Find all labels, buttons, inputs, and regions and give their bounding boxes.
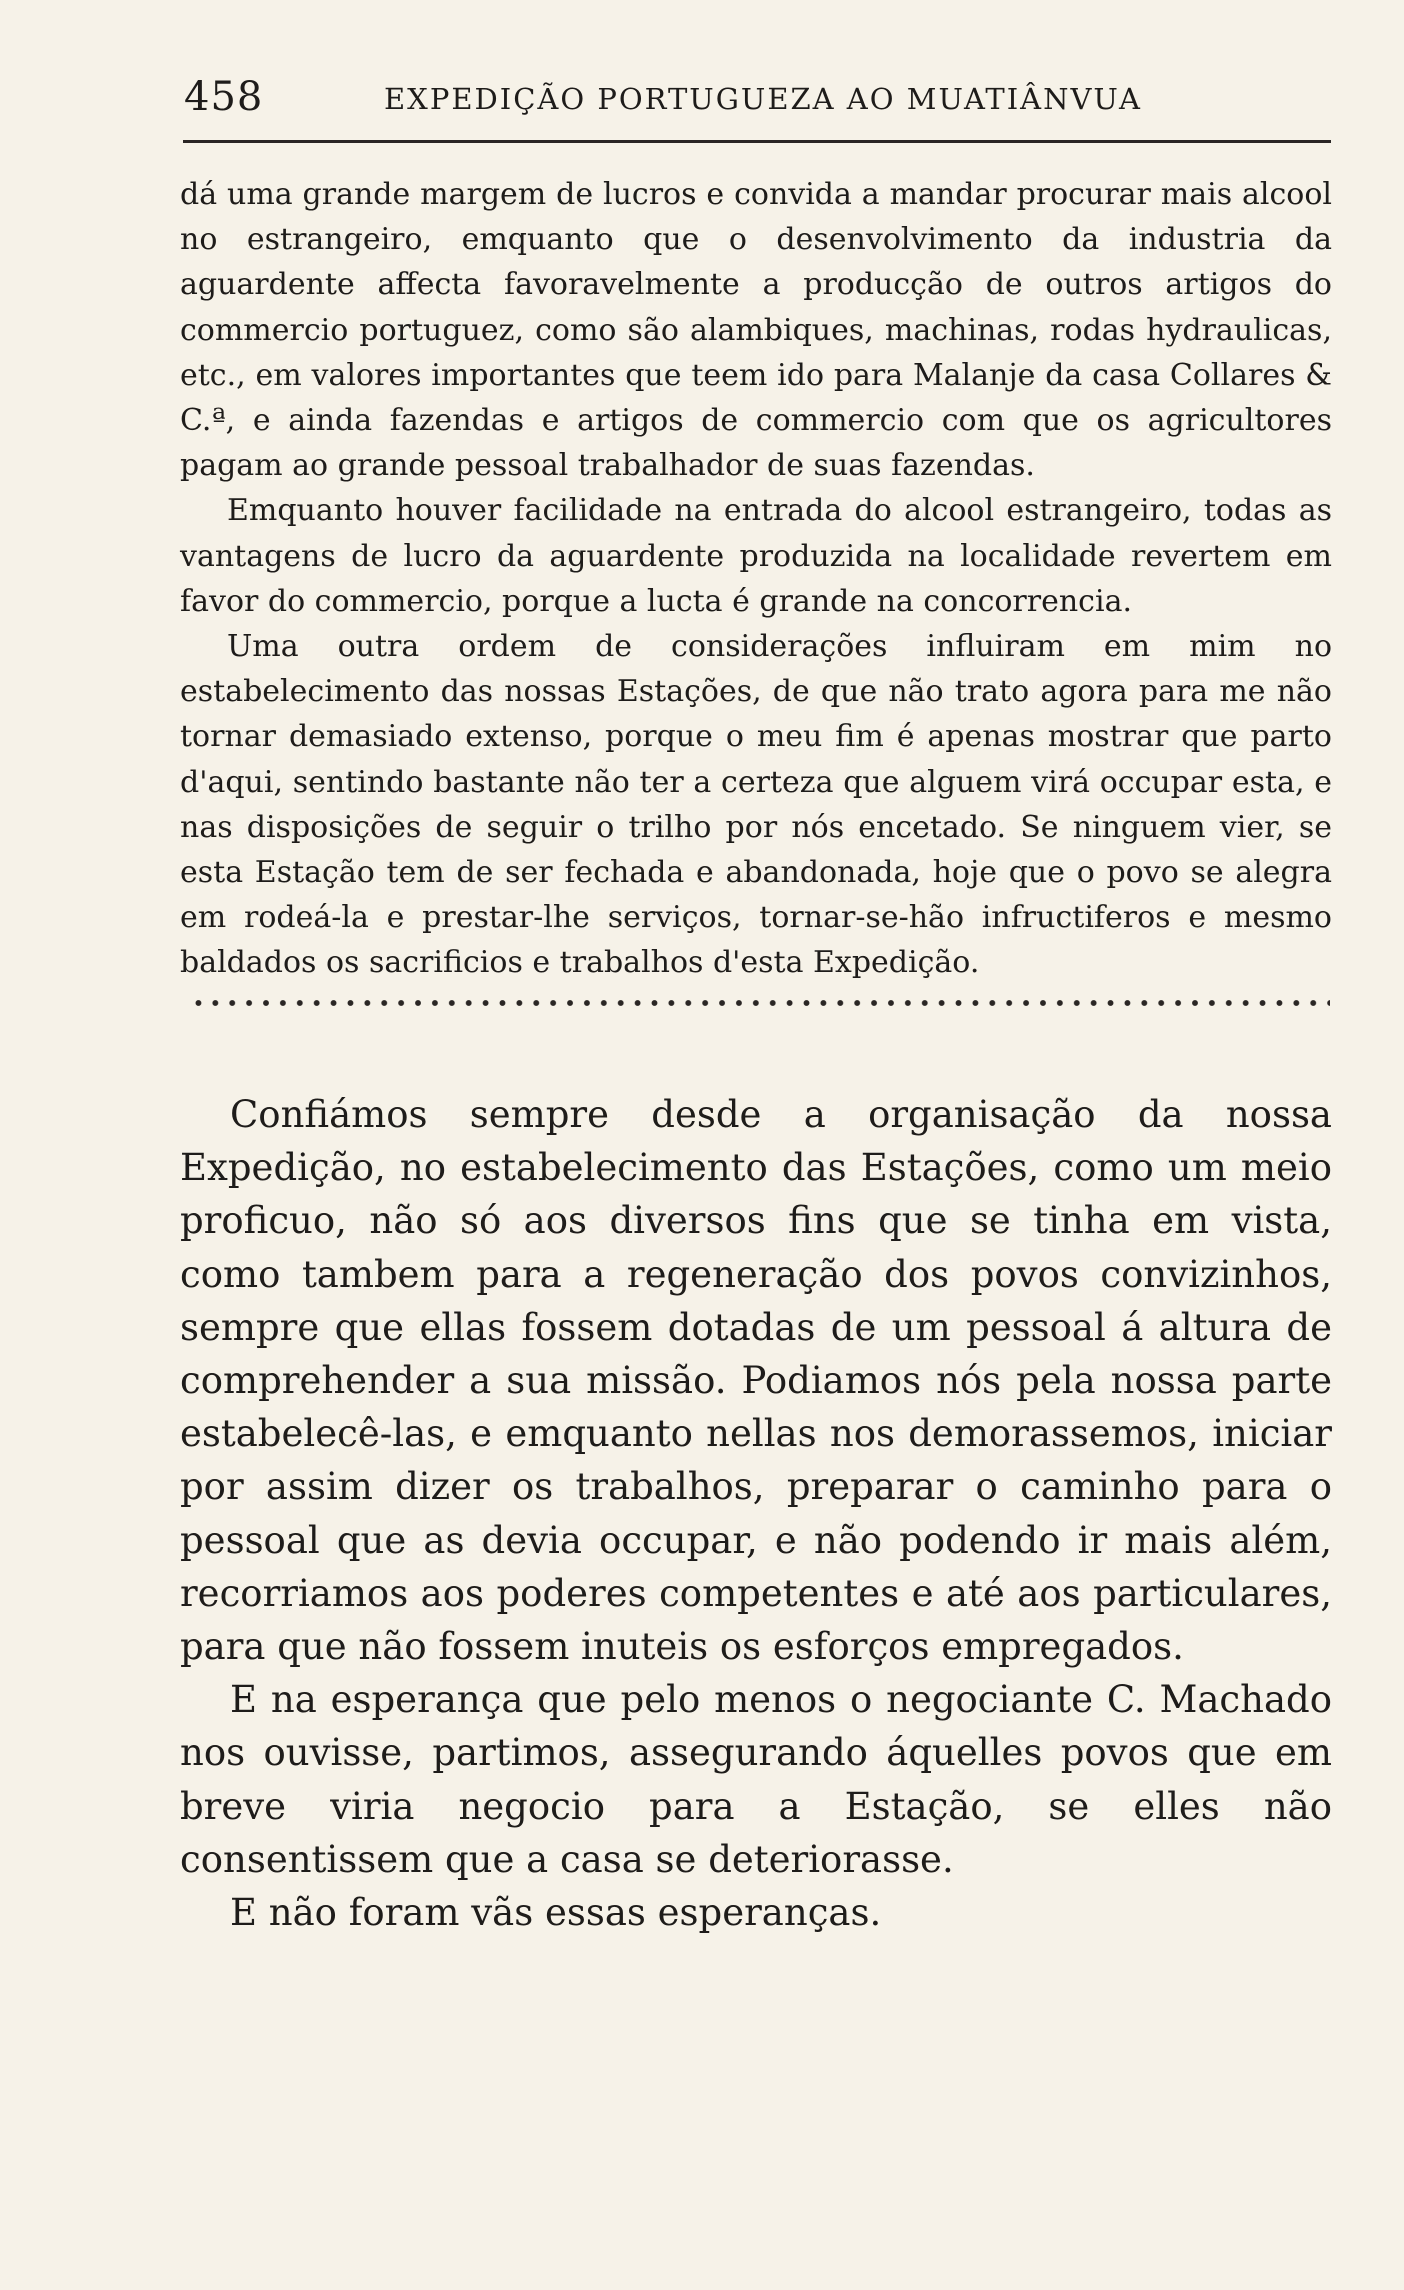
dotted-separator [190, 993, 1330, 1013]
main-text-section [180, 1088, 1332, 1939]
paragraph: Emquanto houver facilidade na entrada do alcool estrangeiro, todas as vantagens de lucro da aguardente produzida na localidade revertem em favor do commercio, porque a lucta é grande na concorrencia. [180, 493, 1332, 619]
paragraph: dá uma grande margem de lucros e convida a mandar procurar mais alcool no estrangeiro, emquanto que o desenvolvimento da industria da aguardente affecta favoravelmente a producção de outros artigos do commercio portuguez, como são alambiques, machinas, rodas hydraulicas, etc., em valores importantes que teem ido para Malanje da casa Collares & C.ª, e ainda fazendas e artigos de commercio com que os agricultores pagam ao grande pessoal trabalhador de suas fazendas. [180, 177, 1332, 484]
paragraph: E na esperança que pelo menos o negociante C. Machado nos ouvisse, partimos, assegurando áquelles povos que em breve viria negocio para a Estação, se elles não consentissem que a casa se deteriorasse. [180, 1678, 1332, 1881]
page-number: 458 [184, 74, 264, 120]
paragraph: E não foram vãs essas esperanças. [230, 1891, 882, 1935]
paragraph: Confiámos sempre desde a organisação da nossa Expedição, no estabelecimento das Estações, como um meio proficuo, não só aos diversos fins que se tinha em vista, como tambem para a regeneração dos povos convizinhos, sempre que ellas fossem dotadas de um pessoal á altura de comprehender a sua missão. Podiamos nós pela nossa parte estabelecê-las, e emquanto nellas nos demorassemos, iniciar por assim dizer os trabalhos, preparar o caminho para o pessoal que as devia occupar, e não podendo ir mais além, recorriamos aos poderes competentes e até aos particulares, para que não fossem inuteis os esforços empregados. [180, 1093, 1332, 1669]
running-title: EXPEDIÇÃO PORTUGUEZA AO MUATIÂNVUA [384, 82, 1142, 116]
header-rule [183, 140, 1331, 143]
paragraph: Uma outra ordem de considerações influiram em mim no estabelecimento das nossas Estações, de que não trato agora para me não tornar demasiado extenso, porque o meu fim é apenas mostrar que parto d'aqui, sentindo bastante não ter a certeza que alguem virá occupar esta, e nas disposições de seguir o trilho por nós encetado. Se ninguem vier, se esta Estação tem de ser fechada e abandonada, hoje que o povo se alegra em rodeá-la e prestar-lhe serviços, tornar-se-hão infructiferos e mesmo baldados os sacrificios e trabalhos d'esta Expedição. [180, 629, 1332, 981]
page-header [180, 68, 1330, 128]
small-print-section [180, 172, 1332, 986]
